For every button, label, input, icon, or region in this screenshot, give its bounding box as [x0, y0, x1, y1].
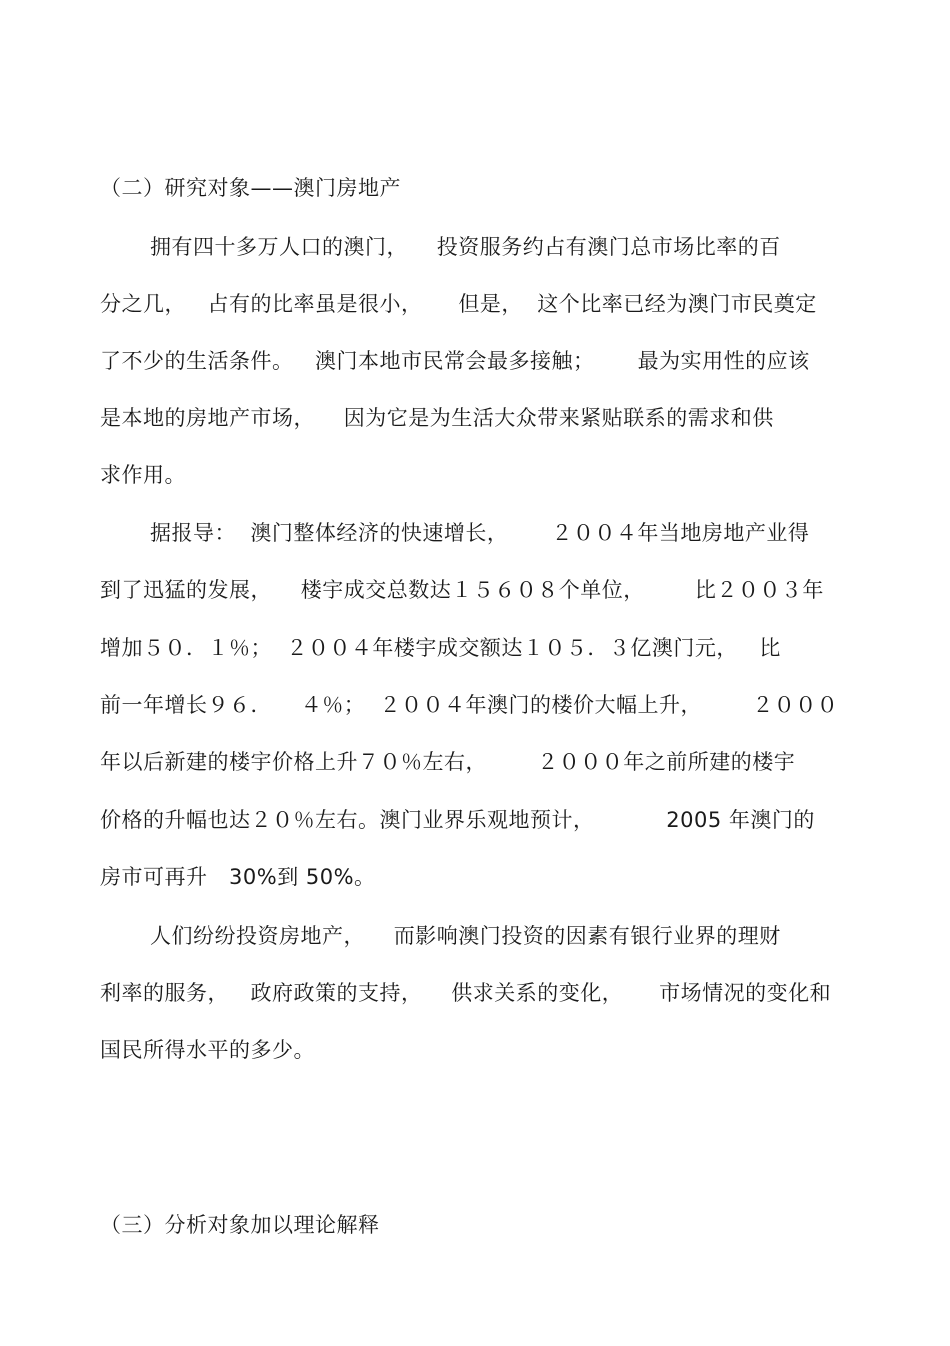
paragraph-line: 分之几， 占有的比率虽是很小， 但是， 这个比率已经为澳门市民奠定 [100, 292, 817, 316]
paragraph-line: 拥有四十多万人口的澳门， 投资服务约占有澳门总市场比率的百 [150, 235, 781, 259]
paragraph-line: 利率的服务， 政府政策的支持， 供求关系的变化， 市场情况的变化和 [100, 981, 832, 1005]
paragraph-line: 到了迅猛的发展， 楼宇成交总数达１５６０８个单位， 比２００３年 [100, 578, 824, 602]
paragraph-line: 求作用。 [100, 463, 186, 487]
paragraph-line: 增加５０．１％； ２００４年楼宇成交额达１０５．３亿澳门元， 比 [100, 636, 781, 660]
paragraph-line: 年以后新建的楼宇价格上升７０％左右， ２０００年之前所建的楼宇 [100, 750, 796, 774]
section-heading-2: （二）研究对象——澳门房地产 [100, 176, 401, 200]
paragraph-line: 人们纷纷投资房地产， 而影响澳门投资的因素有银行业界的理财 [150, 924, 781, 948]
paragraph-line: 了不少的生活条件。 澳门本地市民常会最多接触； 最为实用性的应该 [100, 349, 810, 373]
paragraph-line: 前一年增长９６． ４％； ２００４年澳门的楼价大幅上升， ２０００ [100, 693, 839, 717]
paragraph-line: 房市可再升 30%到 50%。 [100, 865, 376, 889]
section-heading-3: （三）分析对象加以理论解释 [100, 1213, 380, 1237]
paragraph-line: 据报导： 澳门整体经济的快速增长， ２００４年当地房地产业得 [150, 521, 810, 545]
paragraph-line: 国民所得水平的多少。 [100, 1038, 315, 1062]
paragraph-line: 价格的升幅也达２０％左右。澳门业界乐观地预计， 2005 年澳门的 [100, 808, 815, 832]
paragraph-line: 是本地的房地产市场， 因为它是为生活大众带来紧贴联系的需求和供 [100, 406, 774, 430]
